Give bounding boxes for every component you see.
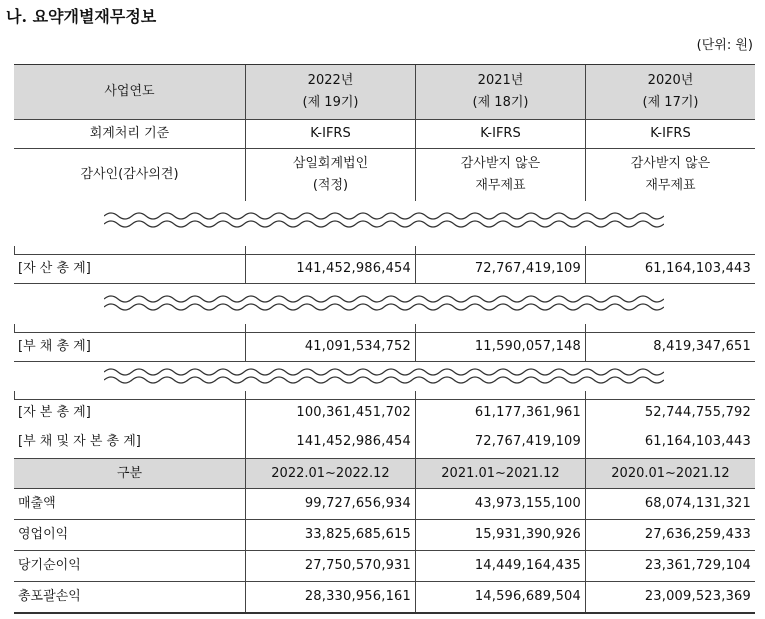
- omission-wave: [104, 210, 664, 230]
- financial-summary-table: [14, 64, 755, 614]
- row-value: 27,750,570,931: [245, 551, 415, 581]
- omission-wave: [104, 366, 664, 386]
- total-equity-label: [자 본 총 계]: [18, 404, 91, 420]
- table-row: [14, 551, 755, 581]
- row-value: 68,074,131,321: [585, 489, 755, 519]
- row-label: 영업이익: [18, 527, 69, 542]
- table-row: [14, 489, 755, 519]
- row-label: 총포괄손익: [18, 589, 81, 604]
- period-label: 2020.01~2021.12: [585, 459, 755, 488]
- total-equity-row: [14, 400, 755, 425]
- accounting-value: K-IFRS: [585, 120, 755, 148]
- row-value: 14,596,689,504: [415, 582, 585, 612]
- row-label: 매출액: [18, 496, 56, 511]
- total-assets-value: 141,452,986,454: [245, 255, 415, 283]
- total-equity-value: 100,361,451,702: [245, 400, 415, 425]
- accounting-row: [14, 120, 755, 148]
- accounting-label: 회계처리 기준: [89, 126, 170, 141]
- row-label: 당기순이익: [18, 558, 81, 573]
- header-row: [14, 65, 755, 119]
- period-label: 2021.01~2021.12: [415, 459, 585, 488]
- auditor-label: 감사인(감사의견): [80, 167, 179, 182]
- period-header-row: [14, 459, 755, 488]
- row-value: 28,330,956,161: [245, 582, 415, 612]
- auditor-value: 감사받지 않은 재무제표: [585, 149, 755, 201]
- row-value: 14,449,164,435: [415, 551, 585, 581]
- total-liab-equity-label: [부 채 및 자 본 총 계]: [18, 433, 141, 449]
- accounting-value: K-IFRS: [245, 120, 415, 148]
- total-liabilities-value: 8,419,347,651: [585, 333, 755, 361]
- header-year-2022: 2022년 (제 19기): [245, 65, 415, 119]
- total-equity-value: 52,744,755,792: [585, 400, 755, 425]
- table-row: [14, 520, 755, 550]
- total-liabilities-value: 41,091,534,752: [245, 333, 415, 361]
- unit-label: (단위: 원): [696, 38, 753, 53]
- section-title: 나. 요약개별재무정보: [6, 7, 157, 26]
- total-liab-equity-value: 61,164,103,443: [585, 425, 755, 458]
- total-assets-row: [14, 255, 755, 283]
- total-assets-value: 72,767,419,109: [415, 255, 585, 283]
- total-assets-value: 61,164,103,443: [585, 255, 755, 283]
- header-year-2021: 2021년 (제 18기): [415, 65, 585, 119]
- row-value: 43,973,155,100: [415, 489, 585, 519]
- row-value: 33,825,685,615: [245, 520, 415, 550]
- total-liabilities-value: 11,590,057,148: [415, 333, 585, 361]
- period-header-label: 구분: [116, 465, 143, 481]
- total-liabilities-label: [부 채 총 계]: [18, 339, 91, 354]
- auditor-value: 삼일회계법인 (적정): [245, 149, 415, 201]
- accounting-value: K-IFRS: [415, 120, 585, 148]
- row-value: 23,009,523,369: [585, 582, 755, 612]
- row-value: 27,636,259,433: [585, 520, 755, 550]
- total-liabilities-row: [14, 333, 755, 361]
- row-value: 15,931,390,926: [415, 520, 585, 550]
- period-label: 2022.01~2022.12: [245, 459, 415, 488]
- total-liab-equity-value: 141,452,986,454: [245, 425, 415, 458]
- table-row: [14, 582, 755, 612]
- header-label: 사업연도: [104, 84, 155, 99]
- row-value: 23,361,729,104: [585, 551, 755, 581]
- auditor-value: 감사받지 않은 재무제표: [415, 149, 585, 201]
- omission-wave: [104, 293, 664, 313]
- auditor-row: [14, 149, 755, 201]
- header-year-2020: 2020년 (제 17기): [585, 65, 755, 119]
- total-liab-equity-value: 72,767,419,109: [415, 425, 585, 458]
- total-liab-equity-row: [14, 425, 755, 458]
- total-equity-value: 61,177,361,961: [415, 400, 585, 425]
- total-assets-label: [자 산 총 계]: [18, 261, 91, 276]
- row-value: 99,727,656,934: [245, 489, 415, 519]
